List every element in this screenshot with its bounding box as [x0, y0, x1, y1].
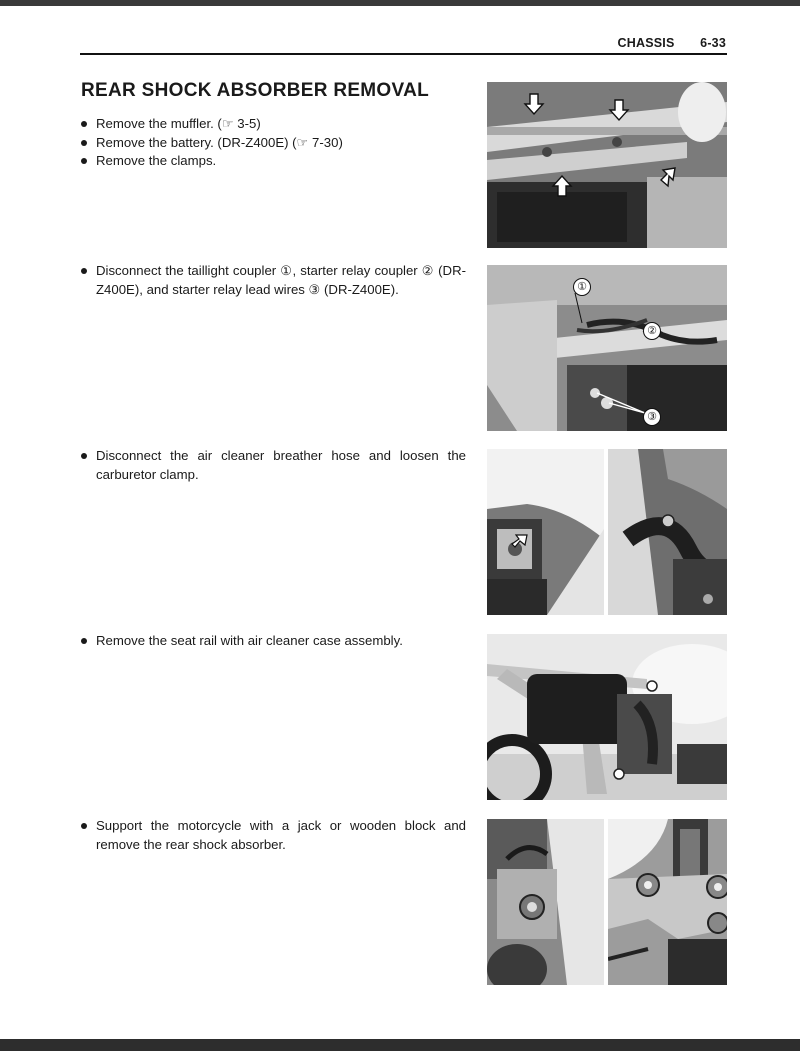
section-name: CHASSIS	[617, 36, 675, 50]
step-2	[80, 262, 466, 299]
page-title: REAR SHOCK ABSORBER REMOVAL	[81, 80, 430, 101]
step-3-line-1: Disconnect the air cleaner breather hose and loosen the carburetor clamp.	[80, 447, 466, 484]
step-1-line-3: Remove the clamps.	[80, 152, 466, 171]
step-5-line-1: Support the motorcycle with a jack or wooden block and remove the rear shock absorber.	[80, 817, 466, 854]
page-number: 6-33	[700, 36, 726, 50]
top-border	[0, 0, 800, 6]
photo-breather-hose	[487, 449, 604, 615]
callout-2: ②	[643, 322, 661, 340]
photo-seat-rail	[487, 634, 727, 800]
step-1-line-1: Remove the muffler. (☞ 3-5)	[80, 115, 466, 134]
step-5	[80, 817, 466, 854]
step-4-line-1: Remove the seat rail with air cleaner case assembly.	[80, 632, 466, 651]
step-1	[80, 115, 466, 171]
step-3	[80, 447, 466, 484]
photo-clamps	[487, 82, 727, 248]
photo-rear-shock-absorber	[608, 819, 727, 985]
photo-couplers	[487, 265, 727, 431]
header-rule	[80, 53, 727, 55]
bottom-border	[0, 1039, 800, 1051]
running-header	[618, 36, 726, 50]
callout-3: ③	[643, 408, 661, 426]
step-2-line-1: Disconnect the taillight coupler ①, starter relay coupler ② (DR-Z400E), and starter relay lead wires ③ (DR-Z400E).	[80, 262, 466, 299]
step-4	[80, 632, 466, 651]
photo-carburetor-clamp	[608, 449, 727, 615]
step-1-line-2: Remove the battery. (DR-Z400E) (☞ 7-30)	[80, 134, 466, 153]
photo-jack-support	[487, 819, 604, 985]
callout-1: ①	[573, 278, 591, 296]
